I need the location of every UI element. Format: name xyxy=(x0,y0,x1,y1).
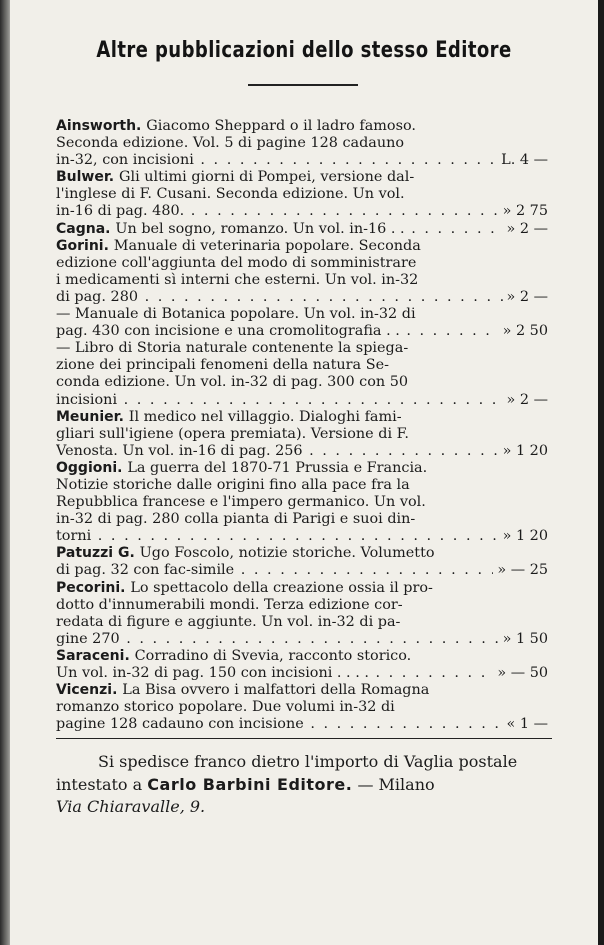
entry-line xyxy=(56,614,540,631)
entry-author: Meunier. xyxy=(56,408,129,425)
entry-text: La Bisa ovvero i malfattori della Romagna xyxy=(122,682,430,699)
entry-price: » 1 20 xyxy=(499,528,548,545)
publication-catalog xyxy=(56,118,548,733)
entry-text: Giacomo Sheppard o il ladro famoso. xyxy=(146,118,416,134)
entry-text: conda edizione. Un vol. in-32 di pag. 300 con 50 xyxy=(56,374,409,391)
entry-text: in-16 di pag. 480. xyxy=(56,203,185,220)
entry-text: romanzo storico popolare. Due volumi in-32 di xyxy=(56,699,395,716)
entry-text: redata di figure e aggiunte. Un vol. in-32 di pa- xyxy=(56,613,401,630)
entry-text: Il medico nel villaggio. Dialoghi fami- xyxy=(128,408,402,425)
entry-line-row xyxy=(56,272,540,289)
entry-line-row xyxy=(56,580,540,597)
entry-text: incisioni xyxy=(56,391,118,408)
catalog-entry xyxy=(56,169,548,220)
catalog-entry xyxy=(56,220,548,238)
entry-line-row xyxy=(56,460,540,477)
entry-text: di pag. 32 con fac-simile xyxy=(56,562,235,579)
entry-text: Manuale di veterinaria popolare. Seconda xyxy=(113,237,421,254)
entry-text: Corradino di Svevia, racconto storico. xyxy=(134,647,412,664)
catalog-entry xyxy=(56,545,548,579)
entry-line xyxy=(56,238,540,255)
entry-line-row xyxy=(56,238,540,255)
entry-line-row xyxy=(56,716,548,733)
entry-line xyxy=(56,511,540,528)
entry-price: » 2 — xyxy=(503,289,549,306)
entry-text: in-32, con incisioni xyxy=(56,152,194,169)
entry-line-row xyxy=(56,391,548,409)
publisher-prefix: intestato a xyxy=(56,774,143,794)
entry-line xyxy=(56,289,540,306)
entry-line xyxy=(56,203,540,220)
entry-line-row xyxy=(56,306,540,323)
title-rule xyxy=(248,84,358,86)
entry-text: Un bel sogno, romanzo. Un vol. in-16 . . xyxy=(115,220,405,237)
entry-author: Pecorini. xyxy=(56,579,131,596)
entry-line xyxy=(56,323,540,340)
entry-price: » 2 — xyxy=(503,392,549,409)
entry-text: pag. 430 con incisione e una cromolitografia . . xyxy=(56,323,400,340)
book-page xyxy=(10,0,598,945)
entry-text: Ugo Foscolo, notizie storiche. Volumetto xyxy=(139,545,435,562)
entry-author: Ainsworth. xyxy=(56,118,147,134)
entry-line-row xyxy=(56,426,540,443)
catalog-entry xyxy=(56,408,548,460)
entry-line-row xyxy=(56,597,540,614)
entry-author: Saraceni. xyxy=(56,647,135,664)
entry-line xyxy=(56,648,540,665)
entry-text: Gli ultimi giorni di Pompei, versione dal- xyxy=(118,169,415,186)
entry-line xyxy=(56,631,540,648)
entry-line xyxy=(56,272,540,289)
entry-text: gine 270 xyxy=(56,630,120,647)
entry-line-row xyxy=(56,374,540,391)
entry-line xyxy=(56,152,540,169)
entry-line-row xyxy=(56,255,540,272)
entry-line xyxy=(56,392,540,409)
publisher-address: Via Chiaravalle, 9. xyxy=(56,797,206,816)
entry-author: Bulwer. xyxy=(56,169,119,186)
entry-line-row xyxy=(56,409,540,426)
entry-line-row xyxy=(56,357,540,374)
catalog-entry xyxy=(56,647,548,682)
entry-author: Vicenzi. xyxy=(56,682,123,699)
entry-text: Notizie storiche dalle origini fino alla pace fra la xyxy=(56,476,410,493)
shipping-note: Si spedisce franco dietro l'importo di Vaglia postale xyxy=(98,752,518,771)
entry-line xyxy=(56,340,540,357)
entry-line-row xyxy=(56,562,548,579)
entry-line xyxy=(56,665,540,682)
entry-text: zione dei principali fenomeni della natura Se- xyxy=(56,357,389,374)
entry-text: Seconda edizione. Vol. 5 di pagine 128 cadauno xyxy=(56,135,405,152)
entry-text: gliari sull'igiene (opera premiata). Versione di F. xyxy=(56,425,409,442)
footer-rule xyxy=(56,738,552,739)
entry-line xyxy=(56,460,540,477)
entry-price: L. 4 — xyxy=(497,152,548,169)
entry-line-row xyxy=(56,220,548,238)
entry-line-row xyxy=(56,494,540,511)
entry-price: » 1 50 xyxy=(499,631,548,648)
entry-author: Patuzzi G. xyxy=(56,545,140,562)
entry-author: Cagna. xyxy=(56,220,116,237)
entry-text: Repubblica francese e l'impero germanico. Un vol. xyxy=(56,494,426,511)
catalog-entry xyxy=(56,237,548,306)
entry-line xyxy=(56,374,540,391)
entry-line-row xyxy=(56,169,540,186)
entry-price: » — 50 xyxy=(493,665,548,682)
entry-text: di pag. 280 xyxy=(56,288,139,305)
catalog-entry xyxy=(56,306,548,340)
publisher-footer xyxy=(56,751,556,819)
entry-line xyxy=(56,682,540,699)
entry-line xyxy=(56,699,540,716)
entry-line-row xyxy=(56,152,548,169)
catalog-entry xyxy=(56,682,548,733)
entry-line xyxy=(56,186,540,203)
entry-text: — Manuale di Botanica popolare. Un vol. in-32 di xyxy=(56,306,416,323)
entry-line-row xyxy=(56,340,540,357)
entry-line xyxy=(56,477,540,494)
entry-text: Un vol. in-32 di pag. 150 con incisioni . . . . xyxy=(56,665,369,681)
entry-line xyxy=(56,545,540,562)
entry-line xyxy=(56,443,540,460)
entry-line-row xyxy=(56,614,540,631)
publisher-name: Carlo Barbini Editore. xyxy=(147,774,353,794)
entry-line-row xyxy=(56,648,540,665)
entry-line xyxy=(56,169,540,186)
entry-line-row xyxy=(56,528,548,545)
entry-line-row xyxy=(56,477,540,494)
entry-price: » 2 — xyxy=(503,221,549,238)
entry-price: » 2 50 xyxy=(499,323,548,340)
entry-line-row xyxy=(56,203,548,220)
entry-text: torni xyxy=(56,528,92,545)
entry-text: edizione coll'aggiunta del modo di somministrare xyxy=(56,254,417,271)
entry-line-row xyxy=(56,665,548,682)
entry-line xyxy=(56,118,540,135)
entry-text: — Libro di Storia naturale contenente la spiega- xyxy=(56,340,409,357)
entry-line xyxy=(56,409,540,426)
entry-line xyxy=(56,426,540,443)
entry-line xyxy=(56,580,540,597)
entry-line xyxy=(56,716,540,733)
page-title: Altre pubblicazioni dello stesso Editore xyxy=(96,38,512,63)
entry-line xyxy=(56,528,540,545)
entry-line xyxy=(56,255,540,272)
entry-price: » 2 75 xyxy=(499,203,548,220)
entry-line-row xyxy=(56,682,540,699)
entry-line-row xyxy=(56,699,540,716)
entry-text: in-32 di pag. 280 colla pianta di Parigi e suoi din- xyxy=(56,511,416,528)
entry-line-row xyxy=(56,186,540,203)
entry-line xyxy=(56,221,540,238)
entry-text: i medicamenti sì interni che esterni. Un vol. in-32 xyxy=(56,271,419,288)
catalog-entry xyxy=(56,579,548,648)
entry-line-row xyxy=(56,442,548,460)
entry-line-row xyxy=(56,118,540,135)
entry-price: « 1 — xyxy=(503,716,549,733)
publisher-line xyxy=(56,774,556,797)
entry-line xyxy=(56,357,540,374)
entry-text: l'inglese di F. Cusani. Seconda edizione. Un vol. xyxy=(56,186,405,203)
publisher-city: — Milano xyxy=(357,774,435,794)
catalog-entry xyxy=(56,118,548,169)
entry-text: Lo spettacolo della creazione ossia il pro- xyxy=(130,579,433,596)
entry-price: » 1 20 xyxy=(499,443,548,460)
entry-line xyxy=(56,562,540,579)
entry-line-row xyxy=(56,630,548,648)
entry-line xyxy=(56,306,540,323)
catalog-entry xyxy=(56,459,548,545)
entry-price: » — 25 xyxy=(493,562,548,579)
entry-line xyxy=(56,494,540,511)
entry-text: Venosta. Un vol. in-16 di pag. 256 xyxy=(56,442,303,459)
entry-line-row xyxy=(56,511,540,528)
entry-line xyxy=(56,135,540,152)
entry-line-row xyxy=(56,288,548,306)
entry-text: pagine 128 cadauno con incisione xyxy=(56,716,304,733)
entry-line-row xyxy=(56,135,540,152)
entry-author: Oggioni. xyxy=(56,459,128,476)
entry-text: dotto d'innumerabili mondi. Terza edizione cor- xyxy=(56,596,403,613)
entry-line-row xyxy=(56,323,548,340)
entry-line xyxy=(56,597,540,614)
entry-line-row xyxy=(56,545,540,562)
entry-text: La guerra del 1870-71 Prussia e Francia. xyxy=(127,459,428,476)
entry-author: Gorini. xyxy=(56,237,114,254)
catalog-entry xyxy=(56,340,548,408)
